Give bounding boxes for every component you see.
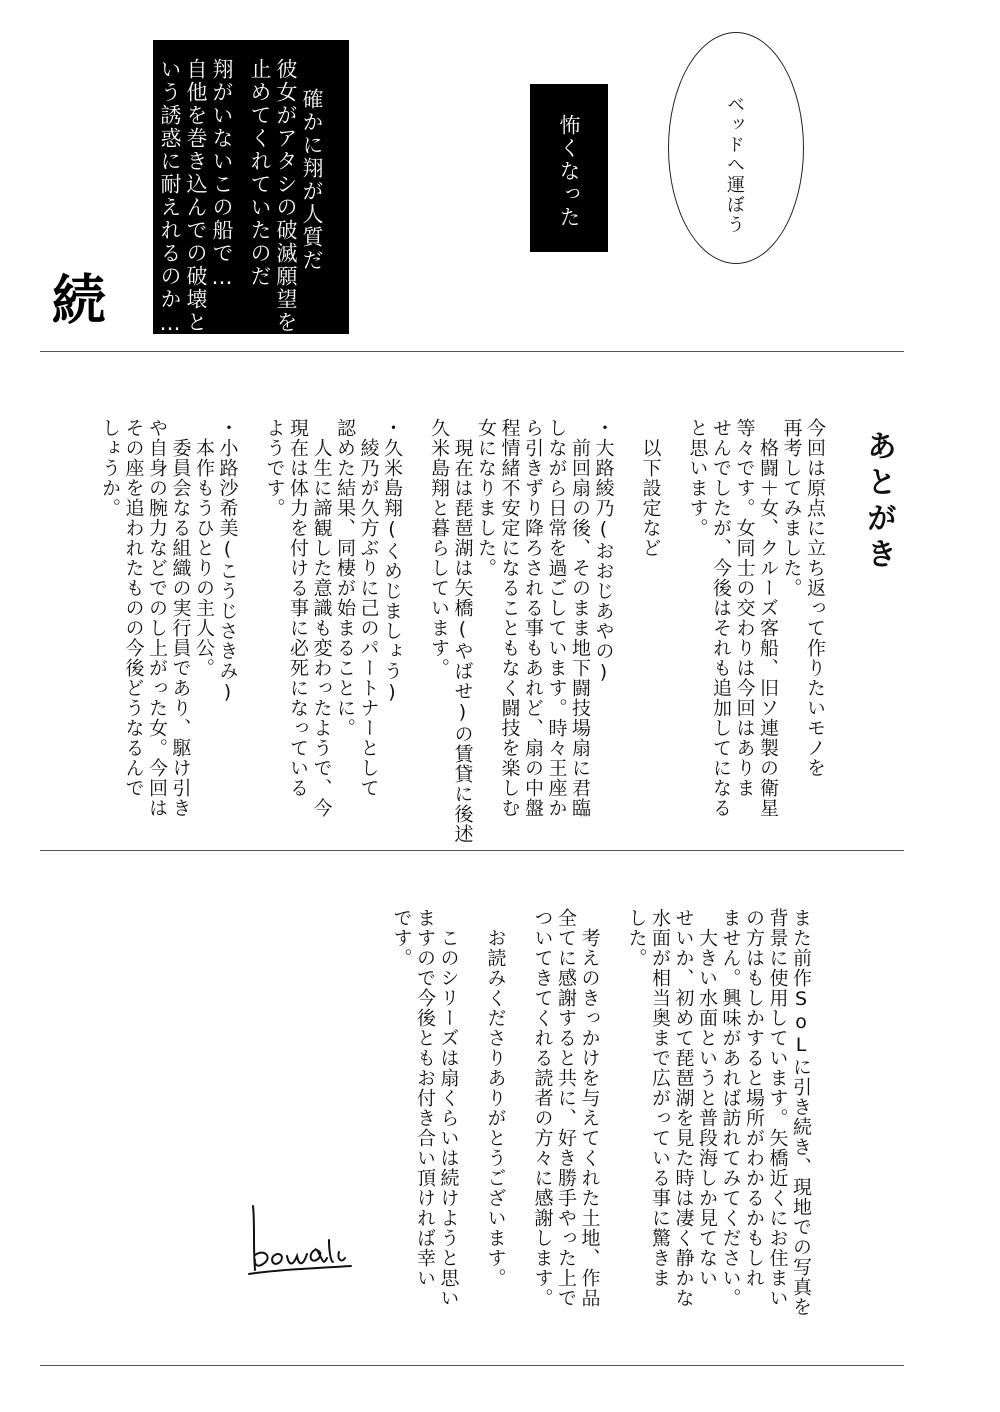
text-column: 程情緒不安定になることもなく闘技を楽しむ (498, 418, 521, 818)
text-column: お読みくださりありがとうございます。 (484, 908, 507, 1288)
caption-line: 翔がいないこの船で… (210, 58, 234, 291)
text-column: ようです。 (263, 418, 286, 518)
text-column: 久米島翔と暮らしています。 (428, 418, 450, 678)
caption-line: 確かに翔が人質だ (300, 88, 324, 272)
text-column: 格闘＋女、クルーズ客船、旧ソ連製の衛星 (757, 418, 779, 818)
text-column: 考えのきっかけを与えてくれた土地、作品 (578, 908, 601, 1308)
text-column: 等々です。女同士の交わりは今回はありま (733, 418, 756, 798)
afterword-title: あとがき (861, 430, 896, 574)
divider (40, 351, 904, 352)
text-column: このシリーズは扇くらいは続けようと思い (437, 908, 460, 1308)
text-column: です。 (390, 908, 413, 968)
text-column: その座を追われたものの今後どうなるんで (122, 418, 145, 798)
text-column: 女になりました。 (475, 418, 497, 578)
text-column: ・小路沙希美(こうじさきみ) (216, 418, 239, 704)
text-column: と思います。 (686, 418, 709, 538)
divider (40, 1365, 904, 1366)
text-column: 委員会なる組織の実行員であり、駆け引き (169, 418, 192, 818)
text-column: また前作SoLに引き続き、現地での写真を (790, 908, 812, 1317)
caption-line: 自他を巻き込んでの破壊と (184, 58, 208, 334)
text-column: 現在は体力を付ける事に必死になっている (287, 418, 309, 798)
caption-box-small (530, 84, 608, 252)
text-column: ・大路綾乃(おおじあやの) (592, 418, 615, 684)
continued-mark: 続 (52, 268, 106, 332)
text-column: した。 (625, 908, 648, 968)
caption-line: いう誘惑に耐えれるのか… (158, 58, 182, 337)
text-column: ら引きずり降ろされる事もあれど、扇の中盤 (522, 418, 544, 818)
text-column: 大きい水面というと普段海しか見てない (696, 908, 718, 1288)
caption-small-text: 怖くなった (557, 114, 581, 229)
text-column: 人生に諦観した意識も変わったようで、今 (310, 418, 333, 818)
text-column: 全てに感謝すると共に、好き勝手やった上で (555, 908, 577, 1308)
speech-bubble-text: ベッドへ運ぼう (724, 95, 745, 235)
text-column: ・久米島翔(くめじましょう) (381, 418, 403, 704)
caption-box-large (153, 40, 349, 337)
text-column: 背景に使用しています。矢橋近くにお住まい (766, 908, 789, 1308)
text-column: ません。興味があれば訪れてみてください。 (719, 908, 742, 1308)
text-column: 認めた結果、同棲が始まることに。 (334, 418, 356, 738)
text-column: しながら日常を過ごしています。時々王座か (545, 418, 568, 818)
text-column: せんでしたが、今後はそれも追加してになる (710, 418, 732, 818)
text-column: 再考してみました。 (780, 418, 803, 598)
text-column: 今回は原点に立ち返って作りたいモノを (804, 418, 826, 778)
text-column: 本作もうひとりの主人公。 (193, 418, 215, 678)
text-column: の方はもしかすると場所がわかるかもしれ (743, 908, 765, 1288)
caption-line: 止めてくれていたのだ (248, 58, 272, 288)
text-column: ついてきてくれる読者の方々に感謝します。 (531, 908, 554, 1308)
caption-line: 彼女がアタシの破滅願望を (274, 58, 298, 334)
text-column: 現在は琵琶湖は矢橋(やばせ)の賃貸に後述 (451, 418, 474, 844)
text-column: や自身の腕力などでのし上がった女。今回は (146, 418, 168, 818)
text-column: 水面が相当奥まで広がっている事に驚きま (649, 908, 671, 1288)
text-column: 前回扇の後、そのまま地下闘技場扇に君臨 (569, 418, 591, 818)
text-column: せいか、初めて琵琶湖を見た時は凄く静かな (672, 908, 695, 1308)
author-signature (245, 1200, 355, 1280)
text-column: 綾乃が久方ぶりに己のパートナーとして (357, 418, 380, 798)
text-column: ますので今後ともお付き合い頂ければ幸い (414, 908, 436, 1288)
speech-bubble (668, 32, 804, 264)
caption-large-text (153, 40, 349, 337)
text-column: しょうか。 (99, 418, 121, 518)
divider (40, 850, 904, 851)
text-column: 以下設定など (639, 418, 662, 558)
